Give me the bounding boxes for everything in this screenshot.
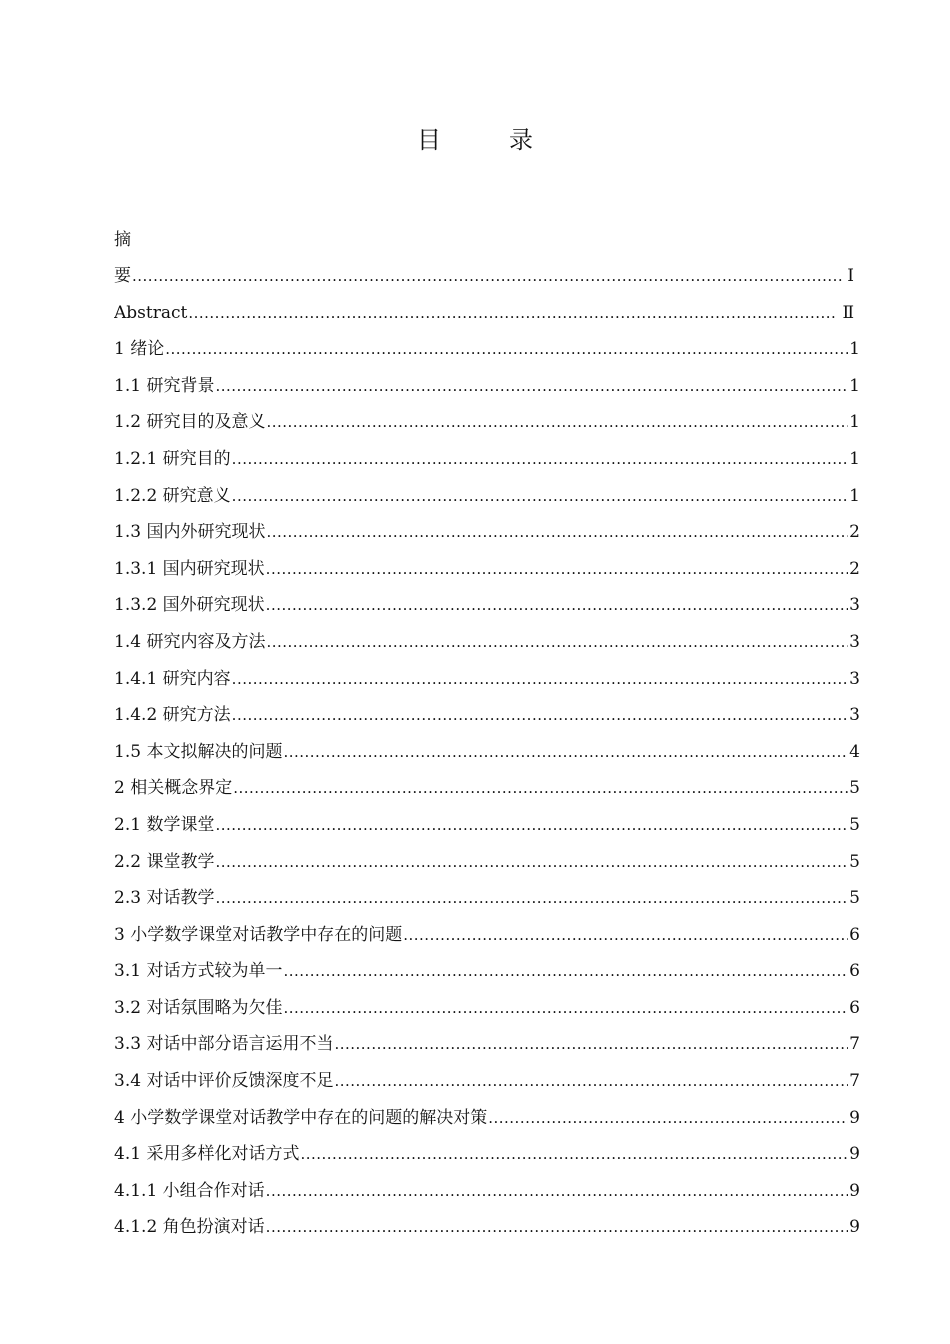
toc-entry-label: 4 小学数学课堂对话教学中存在的问题的解决对策 <box>114 1107 488 1128</box>
toc-entry-page: 1 <box>849 339 860 360</box>
toc-entry-label: 4.1 采用多样化对话方式 <box>114 1144 300 1165</box>
toc-leader-dots <box>215 807 848 844</box>
toc-entry-label: 1 绪论 <box>114 339 165 360</box>
toc-abstract-heading: 摘 <box>114 230 131 250</box>
toc-entry-label: 2 相关概念界定 <box>114 778 233 799</box>
toc-entry[interactable] <box>114 1136 860 1173</box>
toc-leader-dots <box>283 734 848 771</box>
toc-leader-dots <box>188 295 837 332</box>
toc-leader-dots <box>334 1026 848 1063</box>
toc-entry[interactable] <box>114 1209 860 1246</box>
toc-entry[interactable] <box>114 697 860 734</box>
toc-entry[interactable] <box>114 478 860 515</box>
toc-entry[interactable] <box>114 807 860 844</box>
toc-entry-label: 要 <box>114 266 131 286</box>
toc-entry[interactable] <box>114 441 860 478</box>
toc-entry[interactable] <box>114 1026 860 1063</box>
toc-leader-dots <box>215 368 848 405</box>
toc-entry[interactable] <box>114 880 860 917</box>
toc-entry-page: 2 <box>849 558 860 579</box>
toc-entry-label: 4.1.1 小组合作对话 <box>114 1180 265 1201</box>
toc-entry-label: 1.3.2 国外研究现状 <box>114 595 265 616</box>
toc-entry-page: 6 <box>849 961 860 982</box>
toc-entry-label: 1.2.1 研究目的 <box>114 448 231 469</box>
toc-entry-page: 3 <box>849 631 860 652</box>
toc-entry[interactable] <box>114 404 860 441</box>
toc-entry-page: 3 <box>849 668 860 689</box>
toc-leader-dots <box>266 514 848 551</box>
toc-entry-label: 4.1.2 角色扮演对话 <box>114 1217 265 1238</box>
toc-entry-label: 3.3 对话中部分语言运用不当 <box>114 1034 334 1055</box>
toc-entry[interactable] <box>114 587 860 624</box>
toc-entry[interactable] <box>114 368 860 405</box>
toc-entry[interactable] <box>114 844 860 881</box>
page-title: 目 录 <box>417 126 555 154</box>
toc-leader-dots <box>215 844 848 881</box>
toc-leader-dots <box>266 624 848 661</box>
toc-entry-page: 1 <box>849 485 860 506</box>
toc-entry-page: Ⅱ <box>842 302 854 323</box>
toc-leader-dots <box>165 331 848 368</box>
toc-entry-page: 5 <box>849 888 860 909</box>
toc-leader-dots <box>283 953 848 990</box>
toc-leader-dots <box>283 990 848 1027</box>
toc-entry[interactable] <box>114 661 860 698</box>
toc-entry[interactable] <box>114 734 860 771</box>
toc-entry-abstract-cn[interactable] <box>114 258 860 295</box>
toc-entry-label: 3.1 对话方式较为单一 <box>114 961 283 982</box>
toc-entry-page: 1 <box>849 412 860 433</box>
toc-entry-page: 9 <box>849 1107 860 1128</box>
toc-entry-page: 5 <box>849 814 860 835</box>
toc-entry-page: 9 <box>849 1180 860 1201</box>
toc-entry-page: 9 <box>849 1144 860 1165</box>
toc-entry-label: 1.4.1 研究内容 <box>114 668 231 689</box>
toc-leader-dots <box>215 880 848 917</box>
toc-entry-page: 5 <box>849 778 860 799</box>
toc-entry-label: 3.2 对话氛围略为欠佳 <box>114 997 283 1018</box>
toc-entry[interactable] <box>114 514 860 551</box>
toc-entry-page: 7 <box>849 1071 860 1092</box>
toc-entry-label: 1.2.2 研究意义 <box>114 485 231 506</box>
toc-entry-page: 1 <box>849 448 860 469</box>
toc-entry-label: 2.1 数学课堂 <box>114 814 215 835</box>
toc-entry-label: Abstract <box>114 302 188 323</box>
toc-entry-page: 2 <box>849 522 860 543</box>
toc-entry-page: 9 <box>849 1217 860 1238</box>
toc-leader-dots <box>232 441 849 478</box>
toc-leader-dots <box>488 1100 848 1137</box>
toc-leader-dots <box>266 1209 849 1246</box>
toc-entry[interactable] <box>114 331 860 368</box>
toc-leader-dots <box>233 770 848 807</box>
toc-entry-label: 1.2 研究目的及意义 <box>114 412 266 433</box>
toc-entry-label: 2.2 课堂教学 <box>114 851 215 872</box>
toc-entry[interactable] <box>114 1100 860 1137</box>
toc-entry-page: 1 <box>849 375 860 396</box>
toc-entry[interactable] <box>114 1063 860 1100</box>
toc-entry-label: 1.5 本文拟解决的问题 <box>114 741 283 762</box>
toc-entry[interactable] <box>114 770 860 807</box>
toc-entry-page: 3 <box>849 705 860 726</box>
toc-entry-label: 2.3 对话教学 <box>114 888 215 909</box>
toc-entry-page: 3 <box>849 595 860 616</box>
toc-entry-label: 3 小学数学课堂对话教学中存在的问题 <box>114 924 403 945</box>
toc-entry[interactable] <box>114 953 860 990</box>
toc-entry-label: 1.4.2 研究方法 <box>114 705 231 726</box>
toc-leader-dots <box>232 478 849 515</box>
toc-entry-page: 6 <box>849 924 860 945</box>
toc-entry-page: 5 <box>849 851 860 872</box>
toc-entry-page: 6 <box>849 997 860 1018</box>
toc-leader-dots <box>132 258 842 295</box>
toc-entry-label: 1.1 研究背景 <box>114 375 215 396</box>
toc-entry[interactable] <box>114 624 860 661</box>
toc-entry-label: 1.3.1 国内研究现状 <box>114 558 265 579</box>
toc-leader-dots <box>403 917 848 954</box>
toc-entry-page: 7 <box>849 1034 860 1055</box>
toc-entry[interactable] <box>114 990 860 1027</box>
toc-leader-dots <box>232 661 849 698</box>
table-of-contents <box>114 222 860 1246</box>
toc-entry-list <box>114 295 860 1246</box>
toc-entry-page: Ⅰ <box>847 266 854 286</box>
toc-entry[interactable] <box>114 1173 860 1210</box>
toc-leader-dots <box>266 551 849 588</box>
toc-leader-dots <box>300 1136 848 1173</box>
toc-entry-label: 1.3 国内外研究现状 <box>114 522 266 543</box>
toc-leader-dots <box>334 1063 848 1100</box>
toc-entry-label: 1.4 研究内容及方法 <box>114 631 266 652</box>
toc-entry[interactable] <box>114 917 860 954</box>
toc-leader-dots <box>266 1173 849 1210</box>
toc-entry[interactable] <box>114 295 860 332</box>
toc-entry[interactable] <box>114 551 860 588</box>
toc-entry-label: 3.4 对话中评价反馈深度不足 <box>114 1071 334 1092</box>
toc-leader-dots <box>266 404 848 441</box>
toc-entry-page: 4 <box>849 741 860 762</box>
toc-leader-dots <box>266 587 849 624</box>
toc-leader-dots <box>232 697 849 734</box>
